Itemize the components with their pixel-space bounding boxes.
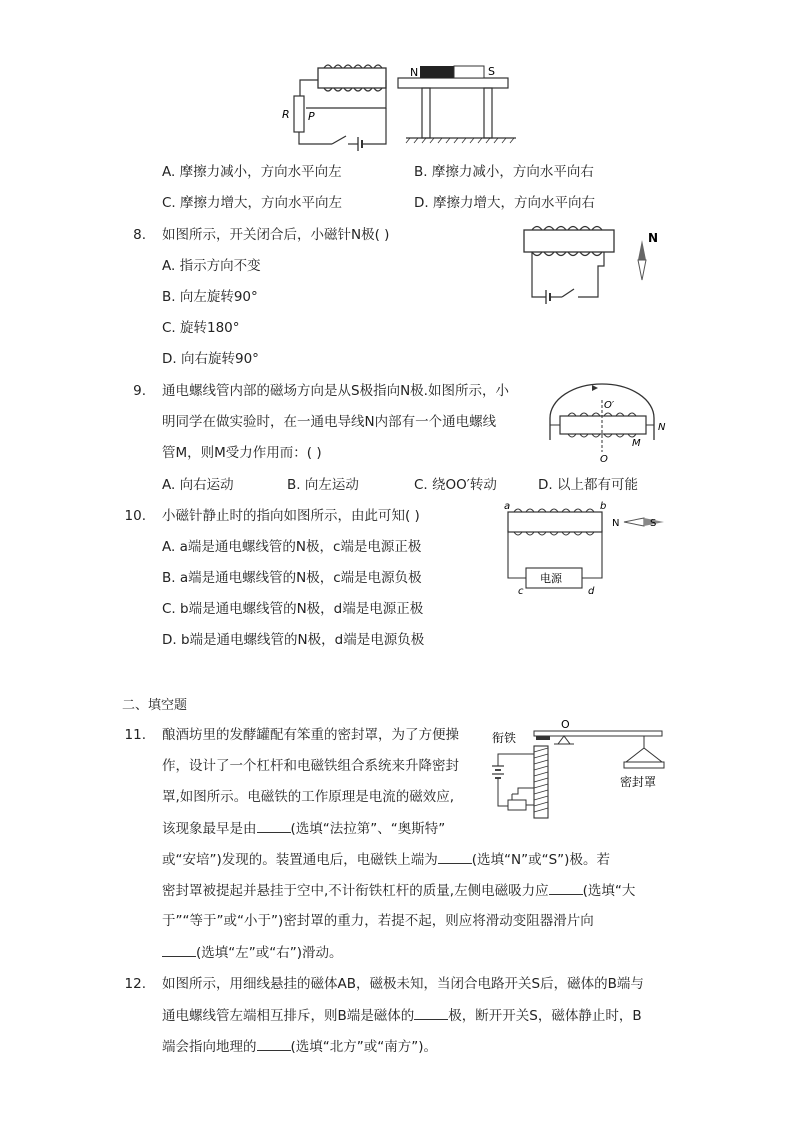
q10-option-a: A. a端是通电螺线管的N极，c端是电源正极 — [162, 539, 422, 555]
q8-option-a: A. 指示方向不变 — [162, 258, 261, 274]
q8-option-c: C. 旋转180° — [162, 320, 240, 336]
q11-line-7: 于”“等于”或“小于”)密封罩的重力，若提不起，则应将滑动变阻器滑片向 — [162, 913, 594, 929]
q11-label-o: O — [561, 718, 570, 731]
q11-blank-1[interactable] — [257, 818, 291, 833]
q12-number: 12. — [124, 976, 146, 992]
q9-label-o-bottom: O — [600, 454, 608, 465]
q11-line-4 — [162, 818, 445, 839]
q10-stem: 小磁针静止时的指向如图所示，由此可知( ) — [162, 508, 420, 524]
q12-line-1: 如图所示，用细线悬挂的磁体AB，磁极未知，当闭合电路开关S后，磁体的B端与 — [162, 976, 644, 992]
q9-option-b: B. 向左运动 — [287, 477, 359, 493]
q12-line-3 — [162, 1036, 437, 1057]
q11-line-1: 酿酒坊里的发酵罐配有笨重的密封罩，为了方便操 — [162, 727, 459, 743]
q11-label-armature: 衔铁 — [492, 731, 517, 745]
q11-line-8 — [162, 942, 343, 963]
q10-number: 10. — [124, 508, 146, 524]
q12-text-c: 端会指向地理的 — [162, 1039, 257, 1055]
q10-label-b: b — [600, 501, 607, 512]
q9-label-m: M — [632, 438, 641, 449]
q8-stem: 如图所示，开关闭合后，小磁针N极( ) — [162, 227, 390, 243]
label-p: P — [308, 110, 315, 123]
option-c: C. 摩擦力增大，方向水平向左 — [162, 195, 343, 211]
q11-text-d: (选填“N”或“S”)极。若 — [471, 852, 610, 868]
q11-text-f: (选填“大 — [582, 883, 636, 899]
q9-label-o-top: O′ — [604, 400, 615, 411]
q9-stem-line-3: 管M，则M受力作用而：( ) — [162, 445, 322, 461]
q9-number: 9. — [133, 383, 146, 399]
q11-text-g: (选填“左”或“右”)滑动。 — [196, 945, 343, 961]
q10-label-a: a — [504, 501, 511, 512]
q10-label-power: 电源 — [540, 572, 562, 585]
q12-blank-1[interactable] — [414, 1005, 448, 1020]
q10-option-b: B. a端是通电螺线管的N极，c端是电源负极 — [162, 570, 422, 586]
q10-label-s: S — [650, 518, 657, 529]
q9-stem-line-2: 明同学在做实验时，在一通电导线N内部有一个通电螺线 — [162, 414, 497, 430]
q8-label-n: N — [648, 231, 659, 245]
q9-option-d: D. 以上都有可能 — [538, 477, 638, 493]
q12-text-a: 通电螺线管左端相互排斥，则B端是磁体的 — [162, 1008, 415, 1024]
q8-option-d: D. 向右旋转90° — [162, 351, 259, 367]
q11-text-c: 或“安培”)发现的。装置通电后，电磁铁上端为 — [162, 852, 438, 868]
q11-label-cover: 密封罩 — [620, 775, 657, 789]
q12-text-b: 极，断开开关S，磁体静止时，B — [448, 1008, 642, 1024]
section-title-fill-blank: 二、填空题 — [122, 698, 188, 713]
option-d: D. 摩擦力增大，方向水平向右 — [414, 195, 595, 211]
label-r: R — [282, 108, 290, 121]
q12-text-d: (选填“北方”或“南方”)。 — [290, 1039, 438, 1055]
q11-text-a: 该现象最早是由 — [162, 821, 257, 837]
q11-figure — [488, 714, 678, 819]
top-circuit-figure — [270, 60, 520, 155]
q10-label-d: d — [588, 586, 595, 597]
option-a: A. 摩擦力减小，方向水平向左 — [162, 164, 342, 180]
q11-blank-2[interactable] — [438, 849, 472, 864]
label-s: S — [488, 65, 495, 78]
q11-line-6 — [162, 880, 635, 901]
q9-figure — [540, 378, 670, 468]
q11-number: 11. — [124, 727, 146, 743]
q11-line-2: 作，设计了一个杠杆和电磁铁组合系统来升降密封 — [162, 758, 459, 774]
q9-option-c: C. 绕OO′转动 — [414, 477, 497, 493]
q11-line-5 — [162, 849, 610, 870]
q10-figure — [500, 500, 675, 595]
q11-blank-3[interactable] — [549, 880, 583, 895]
q9-option-a: A. 向右运动 — [162, 477, 234, 493]
q9-label-n: N — [658, 422, 666, 433]
q9-stem-line-1: 通电螺线管内部的磁场方向是从S极指向N极.如图所示，小 — [162, 383, 509, 399]
q11-text-e: 密封罩被提起并悬挂于空中,不计衔铁杠杆的质量,左侧电磁吸力应 — [162, 883, 549, 899]
q8-option-b: B. 向左旋转90° — [162, 289, 258, 305]
option-b: B. 摩擦力减小，方向水平向右 — [414, 164, 594, 180]
q10-option-d: D. b端是通电螺线管的N极，d端是电源负极 — [162, 632, 425, 648]
q11-line-3: 罩,如图所示。电磁铁的工作原理是电流的磁效应, — [162, 789, 455, 805]
q11-text-b: (选填“法拉第”、“奥斯特” — [290, 821, 446, 837]
q8-number: 8. — [133, 227, 146, 243]
q10-label-n: N — [612, 518, 620, 529]
q11-blank-4[interactable] — [162, 942, 196, 957]
q12-blank-2[interactable] — [257, 1036, 291, 1051]
q12-line-2 — [162, 1005, 642, 1026]
label-n: N — [410, 66, 419, 79]
q10-label-c: c — [518, 586, 524, 597]
q10-option-c: C. b端是通电螺线管的N极，d端是电源正极 — [162, 601, 424, 617]
q8-figure — [518, 222, 668, 307]
